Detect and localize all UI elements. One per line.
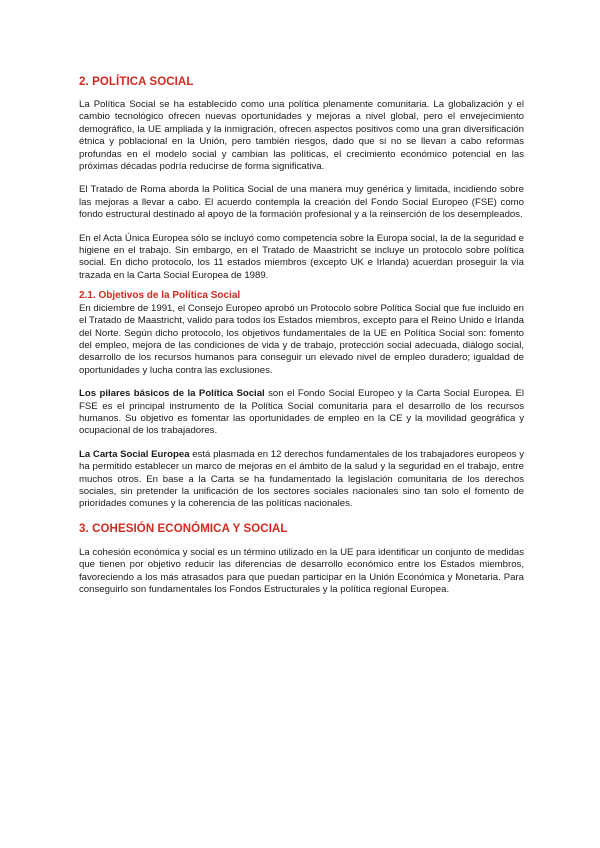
section-3-paragraph-1: La cohesión económica y social es un término utilizado en la UE para identificar un conjunto de medidas que tienen por objetivo reducir las diferencias de desarrollo económico entre los Estados miembros, favoreciendo a los más atrasados para que puedan participar en la Unión Económica y Monetaria. Para conseguirlo son fundamentales los Fondos Estructurales y la política regional Europea. <box>79 546 524 596</box>
section-2-1-heading: 2.1. Objetivos de la Política Social <box>79 290 241 302</box>
carta-bold-text: La Carta Social Europea <box>79 448 190 460</box>
section-2-1-paragraph-1: En diciembre de 1991, el Consejo Europeo aprobó un Protocolo sobre Política Social que fue incluido en el Tratado de Maastricht, valido para todos los Estados miembros, excepto para el Reino Unido e Irlanda del Norte. Según dicho protocolo, los objetivos fundamentales de la UE en Política Social son: fomento del empleo, mejora de las condiciones de vida y de trabajo, protección social adecuada, diálogo social, desarrollo de los recursos humanos para conseguir un elevado nivel de empleo duradero; igualdad de oportunidades y lucha contra las exclusiones. <box>79 302 524 376</box>
section-2-paragraph-3: En el Acta Única Europea sólo se incluyó como competencia sobre la Europa social, la de la seguridad e higiene en el trabajo. Sin embargo, en el Tratado de Maastricht se incluye un protocolo sobre política social. En dicho protocolo, los 11 estados miembros (excepto UK e Irlanda) acuerdan proseguir la vía trazada en la Carta Social Europea de 1989. <box>79 232 524 281</box>
pilares-body-text: son el Fondo Social Europeo y la Carta Social Europea. El FSE es el principal instrumento de la Política Social comunitaria para el desarrollo de los recursos humanos. Su objetivo es fomentar las oportunidades de empleo en la CE y la movilidad geográfica y ocupacional de los trabajadores. <box>79 388 524 437</box>
carta-body-text: está plasmada en 12 derechos fundamentales de los trabajadores europeos y ha permitido establecer un marco de mejoras en el ámbito de la salud y la seguridad en el trabajo, entre muchos otros. En base a la Carta se ha fundamentado la legislación comunitaria de los derechos sociales, sin pretender la unificación de los sectores sociales nacionales sino tan solo el fomento de prioridades comunes y la coherencia de las políticas nacionales. <box>79 448 524 510</box>
section-2-paragraph-1: La Política Social se ha establecido como una política plenamente comunitaria. La globalización y el cambio tecnológico ofrecen nuevas oportunidades y mejoras a nivel global, pero el envejecimiento demográfico, la UE ampliada y la inmigración, ofrecen aspectos positivos como una gran diversificación étnica y poblacional en la Unión, pero también riesgos, dado que si no se llevan a cabo reformas profundas en el modelo social y cambian las políticas, el crecimiento económico potencial en las próximas décadas podría reducirse de forma significativa. <box>79 99 524 173</box>
pilares-bold-text: Los pilares básicos de la Política Social <box>79 388 265 400</box>
section-2-heading: 2. POLÍTICA SOCIAL <box>79 76 194 88</box>
section-2-1-paragraph-3 <box>79 449 524 511</box>
section-2-1-paragraph-2 <box>79 388 524 438</box>
section-2-paragraph-2: El Tratado de Roma aborda la Política Social de una manera muy genérica y limitada, incidiendo sobre las mejoras a llevar a cabo. El acuerdo contempla la creación del Fondo Social Europeo (FSE) como fondo estructural destinado al apoyo de la formación profesional y a la reinserción de los desempleados. <box>79 184 524 221</box>
section-3-heading: 3. COHESIÓN ECONÓMICA Y SOCIAL <box>79 522 288 535</box>
